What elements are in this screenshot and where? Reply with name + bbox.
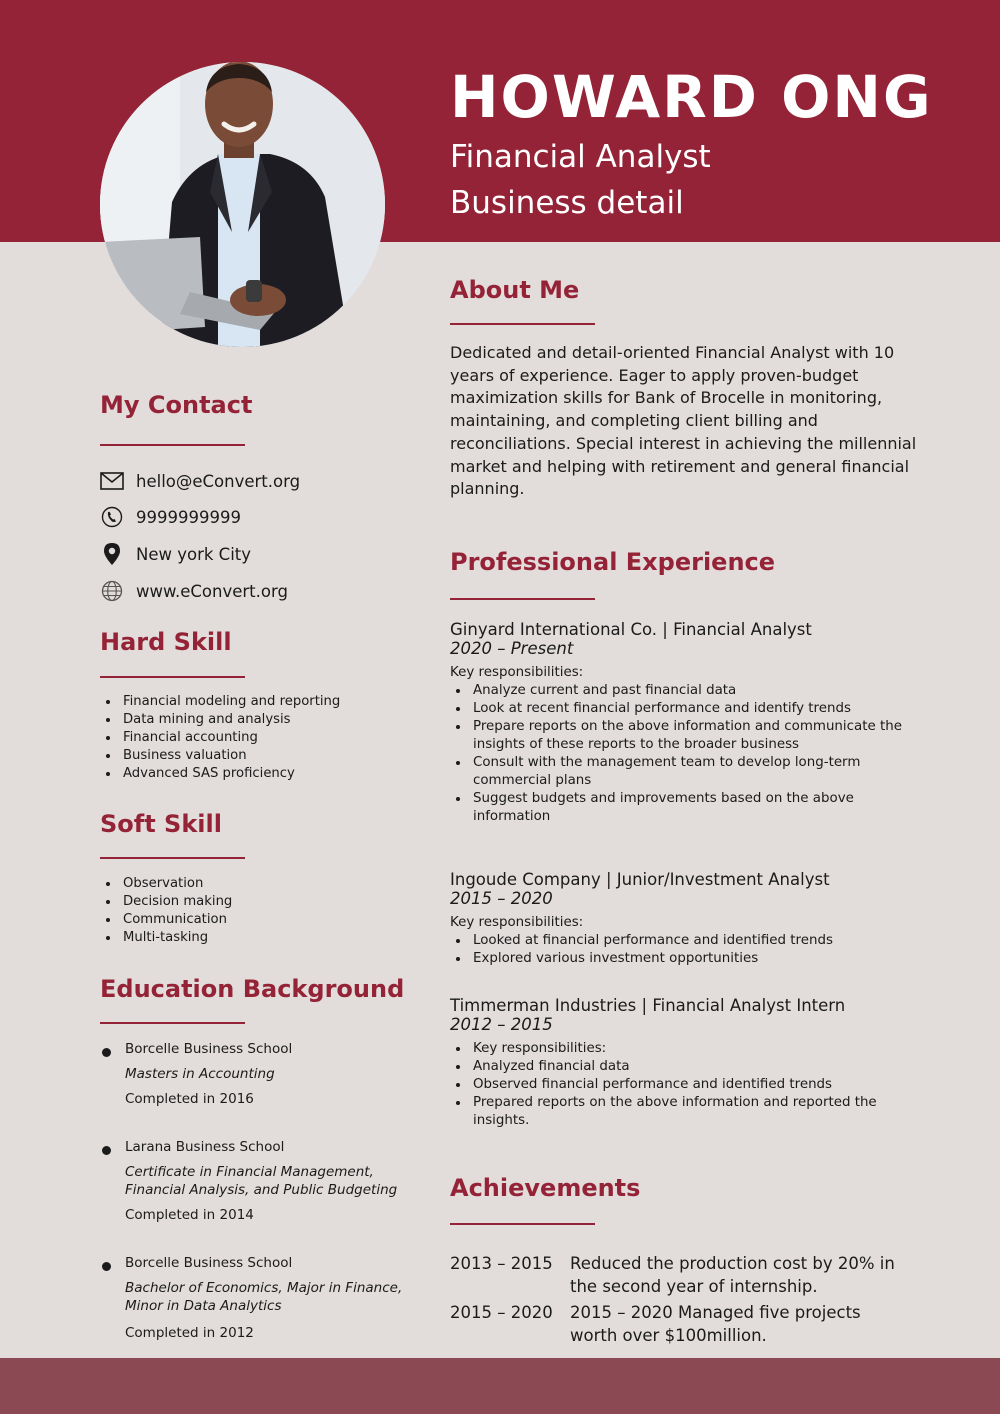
phone-icon: [100, 505, 124, 529]
job-entry-dates: 2015 – 2020: [450, 889, 553, 908]
education-school: Larana Business School: [125, 1139, 285, 1155]
job-subtitle: Business detail: [450, 185, 684, 221]
about-text: Dedicated and detail-oriented Financial Analyst with 10 years of experience. Eager to apply proven-budget maximization skills for Bank of Brocelle in monitoring, maintaining, and completing client billing and reconciliations. Special interest in achieving the millennial market and helping with retirement and general financial planning.: [450, 343, 917, 499]
person-illustration: [100, 62, 385, 347]
contact-email-text: hello@eConvert.org: [136, 471, 301, 491]
list-item: Advanced SAS proficiency: [100, 765, 340, 783]
job-entry-key: Key responsibilities:: [450, 915, 584, 930]
experience-title: Professional Experience: [450, 548, 776, 576]
bullet-dot: [102, 1048, 111, 1057]
contact-location-text: New york City: [136, 544, 252, 564]
list-item: Communication: [100, 911, 232, 929]
education-item: [100, 1040, 420, 1108]
job-entry-bullets: [450, 932, 930, 968]
achievements-title: Achievements: [450, 1174, 641, 1202]
contact-website[interactable]: [100, 578, 288, 604]
bullet-dot: [102, 1262, 111, 1271]
job-entry-bullets: [450, 1040, 930, 1130]
list-item: Decision making: [100, 893, 232, 911]
hard-skill-list: [100, 693, 340, 783]
candidate-name: HOWARD ONG: [450, 63, 933, 131]
education-completed: Completed in 2016: [125, 1091, 254, 1107]
list-item: Analyze current and past financial data: [450, 682, 930, 700]
contact-email[interactable]: [100, 468, 300, 494]
list-item: Observed financial performance and identified trends: [450, 1076, 930, 1094]
about-rule: [450, 323, 595, 325]
soft-skill-rule: [100, 857, 245, 859]
education-degree: Bachelor of Economics, Major in Finance, Minor in Data Analytics: [125, 1280, 403, 1314]
envelope-icon: [100, 469, 124, 493]
education-item: [100, 1254, 420, 1342]
list-item: Prepared reports on the above information and reported the insights.: [450, 1094, 930, 1130]
contact-website-text: www.eConvert.org: [136, 581, 288, 601]
job-title: Financial Analyst: [450, 139, 711, 175]
about-title: About Me: [450, 276, 580, 304]
footer-band: [0, 1358, 1000, 1414]
job-entry: [450, 620, 930, 826]
education-item: [100, 1138, 420, 1224]
experience-rule: [450, 598, 595, 600]
list-item: Prepare reports on the above information and communicate the insights of these reports to the broader business: [450, 718, 930, 754]
job-entry: [450, 870, 930, 968]
hard-skill-title: Hard Skill: [100, 628, 232, 656]
achievement-row: [450, 1301, 930, 1347]
achievements-rule: [450, 1223, 595, 1225]
achievement-text: 2015 – 2020 Managed five projects worth over $100million.: [570, 1303, 861, 1345]
achievement-years: 2015 – 2020: [450, 1303, 553, 1322]
education-school: Borcelle Business School: [125, 1041, 293, 1057]
job-entry-title: Ingoude Company | Junior/Investment Analyst: [450, 870, 830, 889]
list-item: Explored various investment opportunities: [450, 950, 930, 968]
list-item: Financial modeling and reporting: [100, 693, 340, 711]
job-entry-dates: 2012 – 2015: [450, 1015, 553, 1034]
job-entry-title: Timmerman Industries | Financial Analyst Intern: [450, 996, 846, 1015]
achievement-years: 2013 – 2015: [450, 1254, 553, 1273]
contact-phone[interactable]: [100, 504, 241, 530]
bullet-dot: [102, 1146, 111, 1155]
achievement-row: [450, 1252, 930, 1298]
list-item: Observation: [100, 875, 232, 893]
globe-icon: [100, 579, 124, 603]
list-item: Financial accounting: [100, 729, 340, 747]
list-item: Data mining and analysis: [100, 711, 340, 729]
profile-photo: [100, 62, 385, 347]
list-item: Suggest budgets and improvements based on the above information: [450, 790, 930, 826]
job-entry-dates: 2020 – Present: [450, 639, 574, 658]
list-item: Key responsibilities:: [450, 1040, 930, 1058]
education-degree: Certificate in Financial Management, Financial Analysis, and Public Budgeting: [125, 1164, 398, 1198]
education-title: Education Background: [100, 975, 405, 1003]
education-school: Borcelle Business School: [125, 1255, 293, 1271]
education-completed: Completed in 2012: [125, 1325, 254, 1341]
list-item: Consult with the management team to develop long-term commercial plans: [450, 754, 930, 790]
soft-skill-list: [100, 875, 232, 947]
education-rule: [100, 1022, 245, 1024]
soft-skill-title: Soft Skill: [100, 810, 222, 838]
list-item: Multi-tasking: [100, 929, 232, 947]
contact-rule: [100, 444, 245, 446]
list-item: Analyzed financial data: [450, 1058, 930, 1076]
list-item: Look at recent financial performance and identify trends: [450, 700, 930, 718]
job-entry: [450, 996, 930, 1130]
job-entry-key: Key responsibilities:: [450, 665, 584, 680]
contact-location: [100, 541, 251, 567]
job-entry-bullets: [450, 682, 930, 826]
job-entry-title: Ginyard International Co. | Financial Analyst: [450, 620, 812, 639]
hard-skill-rule: [100, 676, 245, 678]
contact-title: My Contact: [100, 391, 253, 419]
education-completed: Completed in 2014: [125, 1207, 254, 1223]
achievement-text: Reduced the production cost by 20% in the second year of internship.: [570, 1254, 895, 1296]
education-degree: Masters in Accounting: [125, 1066, 275, 1082]
contact-phone-text: 9999999999: [136, 507, 241, 527]
list-item: Looked at financial performance and identified trends: [450, 932, 930, 950]
location-pin-icon: [100, 542, 124, 566]
list-item: Business valuation: [100, 747, 340, 765]
